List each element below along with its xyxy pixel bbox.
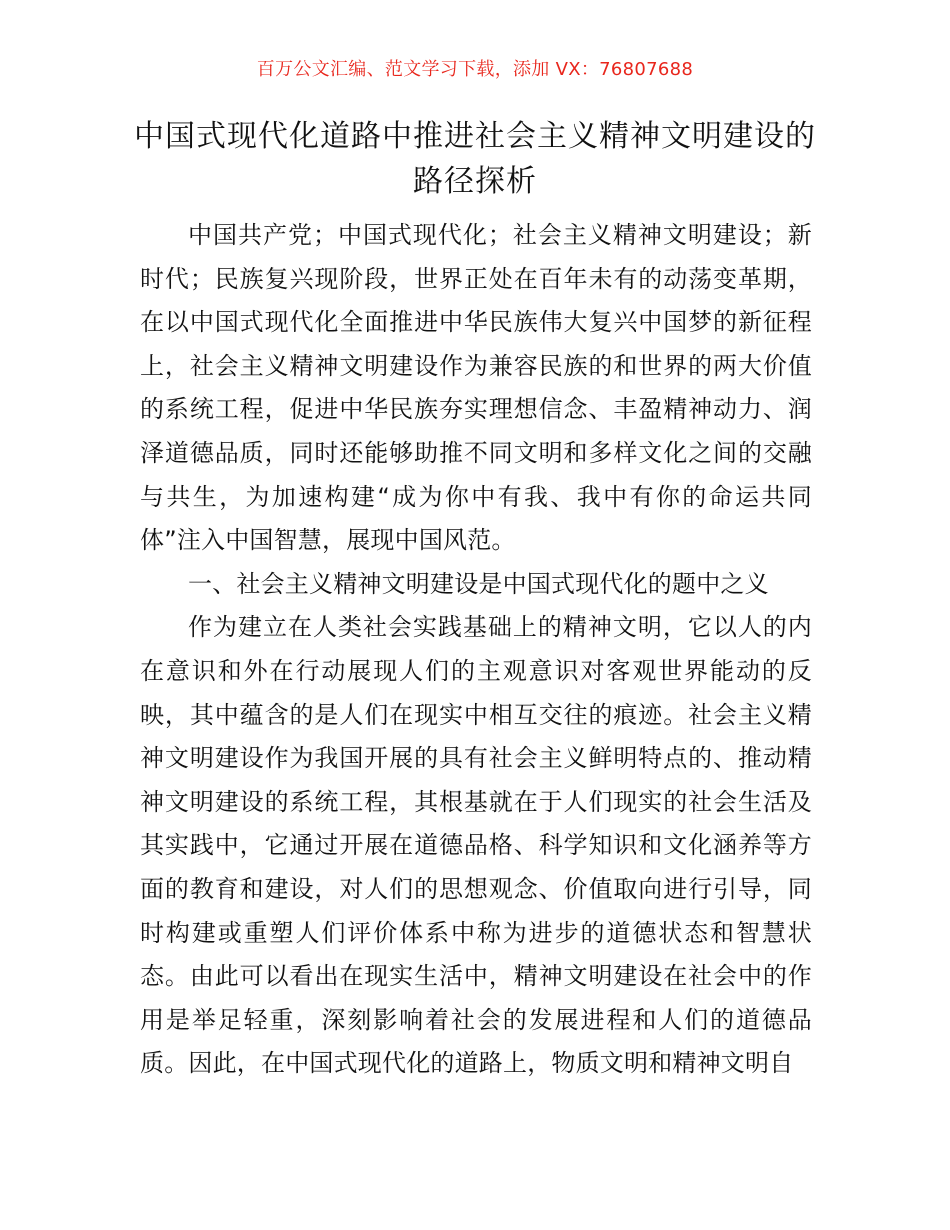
header-banner: 百万公文汇编、范文学习下载，添加 VX：76807688	[256, 59, 694, 80]
document-body	[140, 214, 812, 1086]
section-1-paragraph: 作为建立在人类社会实践基础上的精神文明，它以人的内在意识和外在行动展现人们的主观意识对客观世界能动的反映，其中蕴含的是人们在现实中相互交往的痕迹。社会主义精神文明建设作为我国开展的具有社会主义鲜明特点的、推动精神文明建设的系统工程，其根基就在于人们现实的社会生活及其实践中，它通过开展在道德品格、科学知识和文化涵养等方面的教育和建设，对人们的思想观念、价值取向进行引导，同时构建或重塑人们评价体系中称为进步的道德状态和智慧状态。由此可以看出在现实生活中，精神文明建设在社会中的作用是举足轻重，深刻影响着社会的发展进程和人们的道德品质。因此，在中国式现代化的道路上，物质文明和精神文明自	[140, 613, 812, 1078]
intro-paragraph: 中国共产党；中国式现代化；社会主义精神文明建设；新时代；民族复兴现阶段，世界正处在百年未有的动荡变革期，在以中国式现代化全面推进中华民族伟大复兴中国梦的新征程上，社会主义精神文明建设作为兼容民族的和世界的两大价值的系统工程，促进中华民族夯实理想信念、丰盈精神动力、润泽道德品质，同时还能够助推不同文明和多样文化之间的交融与共生，为加速构建“成为你中有我、我中有你的命运共同体”注入中国智慧，展现中国风范。	[140, 221, 812, 555]
document-title: 中国式现代化道路中推进社会主义精神文明建设的路径探析	[134, 119, 816, 199]
section-heading-1: 一、社会主义精神文明建设是中国式现代化的题中之义	[188, 569, 769, 598]
